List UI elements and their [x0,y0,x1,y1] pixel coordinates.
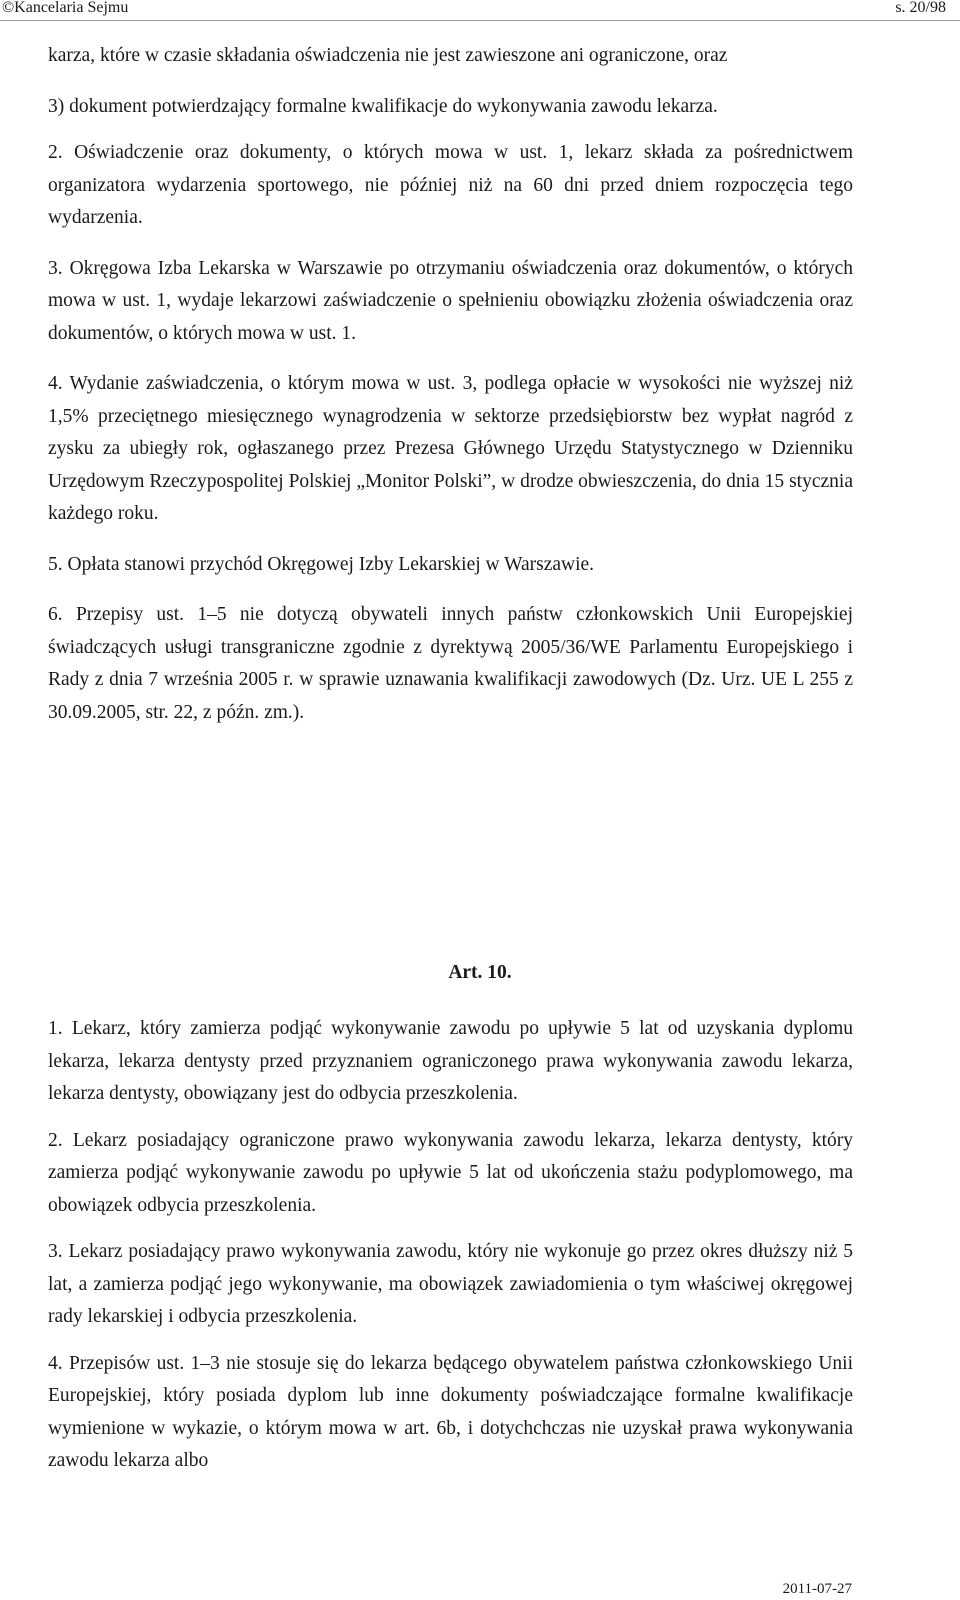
article-body [48,1013,853,1478]
document-body [48,40,853,729]
copyright-label: ©Kancelaria Sejmu [2,0,129,16]
page-number: s. 20/98 [895,0,946,16]
paragraph: 6. Przepisy ust. 1–5 nie dotyczą obywateli innych państw członkowskich Unii Europejskiej świadczących usługi transgraniczne zgodnie z dyrektywą 2005/36/WE Parlamentu Europejskiego i Rady z dnia 7 września 2005 r. w sprawie uznawania kwalifikacji zawodowych (Dz. Urz. UE L 255 z 30.09.2005, str. 22, z późn. zm.). [48,604,853,723]
article-paragraph: 4. Przepisów ust. 1–3 nie stosuje się do lekarza będącego obywatelem państwa członkowskiego Unii Europejskiej, który posiada dyplom lub inne dokumenty poświadczające formalne kwalifikacje wymienione w wykazie, o którym mowa w art. 6b, i dotychchczas nie uzyskał prawa wykonywania zawodu lekarza albo [48,1352,853,1471]
paragraph: 2. Oświadczenie oraz dokumenty, o których mowa w ust. 1, lekarz składa za pośrednictwem organizatora wydarzenia sportowego, nie później niż na 60 dni przed dniem rozpoczęcia tego wydarzenia. [48,142,853,228]
paragraph: 3. Okręgowa Izba Lekarska w Warszawie po otrzymaniu oświadczenia oraz dokumentów, o których mowa w ust. 1, wydaje lekarzowi zaświadczenie o spełnieniu obowiązku złożenia oświadczenia oraz dokumentów, o których mowa w ust. 1. [48,257,853,344]
paragraph: 4. Wydanie zaświadczenia, o którym mowa w ust. 3, podlega opłacie w wysokości nie wyższej niż 1,5% przeciętnego miesięcznego wynagrodzenia w sektorze przedsiębiorstw bez wypłat nagród z zysku za ubiegły rok, ogłaszanego przez Prezesa Głównego Urzędu Statystycznego w Dzienniku Urzędowym Rzeczypospolitej Polskiej „Monitor Polski”, w drodze obwieszczenia, do dnia 15 stycznia każdego roku. [48,373,853,524]
paragraph: karza, które w czasie składania oświadczenia nie jest zawieszone ani ograniczone, oraz [48,45,728,66]
paragraph: 3) dokument potwierdzający formalne kwalifikacje do wykonywania zawodu lekarza. [48,95,718,117]
article-heading: Art. 10. [448,962,512,983]
footer-date: 2011-07-27 [782,1581,852,1597]
article-paragraph: 2. Lekarz posiadający ograniczone prawo wykonywania zawodu lekarza, lekarza dentysty, który zamierza podjąć wykonywanie zawodu po upływie 5 lat od ukończenia stażu podyplomowego, ma obowiązek odbycia przeszkolenia. [48,1129,853,1216]
article-paragraph: 3. Lekarz posiadający prawo wykonywania zawodu, który nie wykonuje go przez okres dłuższy niż 5 lat, a zamierza podjąć jego wykonywanie, ma obowiązek zawiadomienia o tym właściwej okręgowej rady lekarskiej i odbycia przeszkolenia. [48,1241,853,1327]
page-header [0,0,960,21]
article-paragraph: 1. Lekarz, który zamierza podjąć wykonywanie zawodu po upływie 5 lat od uzyskania dyplomu lekarza, lekarza dentysty przed przyznaniem ograniczonego prawa wykonywania zawodu lekarza, lekarza dentysty, obowiązany jest do odbycia przeszkolenia. [48,1018,853,1104]
paragraph: 5. Opłata stanowi przychód Okręgowej Izby Lekarskiej w Warszawie. [48,553,595,575]
